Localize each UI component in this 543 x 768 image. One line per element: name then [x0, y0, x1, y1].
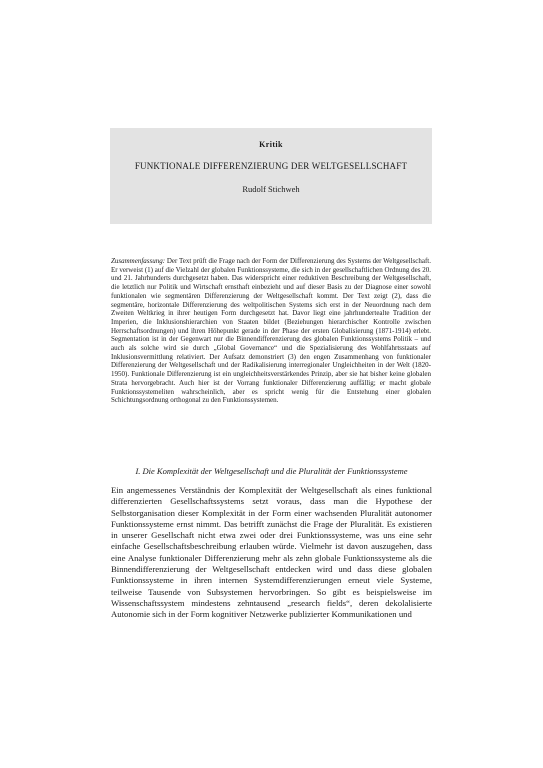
abstract-text: Der Text prüft die Frage nach der Form der Differenzierung des Systems der Weltgesellschaft. Er verweist (1) auf die Vielzahl der globalen Funktionssysteme, die sich in der gesellschaftlichen Ordnung des 20. und 21. Jahrhunderts durchgesetzt haben. Das widerspricht einer reduktiven Beschreibung der Weltgesellschaft, die letztlich nur Politik und Wirtschaft ernsthaft einbezieht und auf dieser Basis zu der Diagnose einer sowohl funktionalen wie segmentären Differenzierung der Weltgesellschaft kommt. Der Text zeigt (2), dass die segmentäre, horizontale Differenzierung des weltpolitischen Systems sich erst in der Neuordnung nach dem Zweiten Weltkrieg in ihrer heutigen Form durchgesetzt hat. Davor liegt eine jahrhundertealte Tradition der Imperien, die Inklusionshierarchien von Staaten bildet (Beziehungen hierarchischer Kontrolle zwischen Herrschaftsordnungen) und ihren Höhepunkt gerade in der Phase der ersten Globalisierung (1871-1914) erlebt. Segmentation ist in der Gegenwart nur die Binnendifferenzierung des globalen Funktionssystems Politik – und auch als solche wird sie durch „Global Governance“ und die Spezialisierung des Wohlfahrtsstaats auf Inklusionsvermittlung relativiert. Der Aufsatz demonstriert (3) den engen Zusammenhang von funktionaler Differenzierung der Weltgesellschaft und der Radikalisierung interregionaler Ungleichheiten in der Welt (1820-1950). Funktionale Differenzierung ist ein ungleichheitsverstärkendes Prinzip, aber sie hat bisher keine globalen Strata hervorgebracht. Auch hier ist der Vorrang funktionaler Differenzierung auffällig; er macht globale Funktionssystemeliten wahrscheinlich, aber es spricht wenig für die Entstehung einer globalen Schichtungsordnung orthogonal zu den Funktionssystemen. [111, 257, 432, 405]
section-heading: I. Die Komplexität der Weltgesellschaft und die Pluralität der Funktionssysteme [135, 466, 408, 476]
section-label: Kritik [259, 140, 283, 149]
abstract [111, 257, 431, 405]
article-header [110, 128, 432, 224]
abstract-label: Zusammenfassung: [111, 257, 166, 265]
article-author: Rudolf Stichweh [242, 184, 300, 194]
article-title: FUNKTIONALE DIFFERENZIERUNG DER WELTGESELLSCHAFT [134, 161, 408, 171]
body-paragraph: Ein angemessenes Verständnis der Komplexität der Weltgesellschaft als eines funktional differenzierten Gesellschaftssystems setzt voraus, dass man die Hypothese der Selbstorganisation dieser Komplexität in der Form einer wachsenden Pluralität autonomer Funktionssysteme ernst nimmt. Das betrifft zunächst die Frage der Pluralität. Es existieren in unserer Gesellschaft nicht etwa zwei oder drei Funktionssysteme, was uns eine sehr einfache Gesellschaftsbeschreibung erlauben würde. Vielmehr ist davon auszugehen, dass eine Analyse funktionaler Differenzierung mehr als zehn globale Funktionssysteme als die Binnendifferenzierung der Weltgesellschaft entdecken wird und dass diese globalen Funktionssysteme in ihren internen Systemdifferenzierungen erneut viele Systeme, teilweise Tausende von Subsystemen hervorbringen. So gibt es beispielsweise im Wissenschaftssystem mindestens zehntausend „research fields“, deren dekolalisierte Autonomie sich in der Form kognitiver Netzwerke publizierter Kommunikationen und [111, 485, 432, 620]
